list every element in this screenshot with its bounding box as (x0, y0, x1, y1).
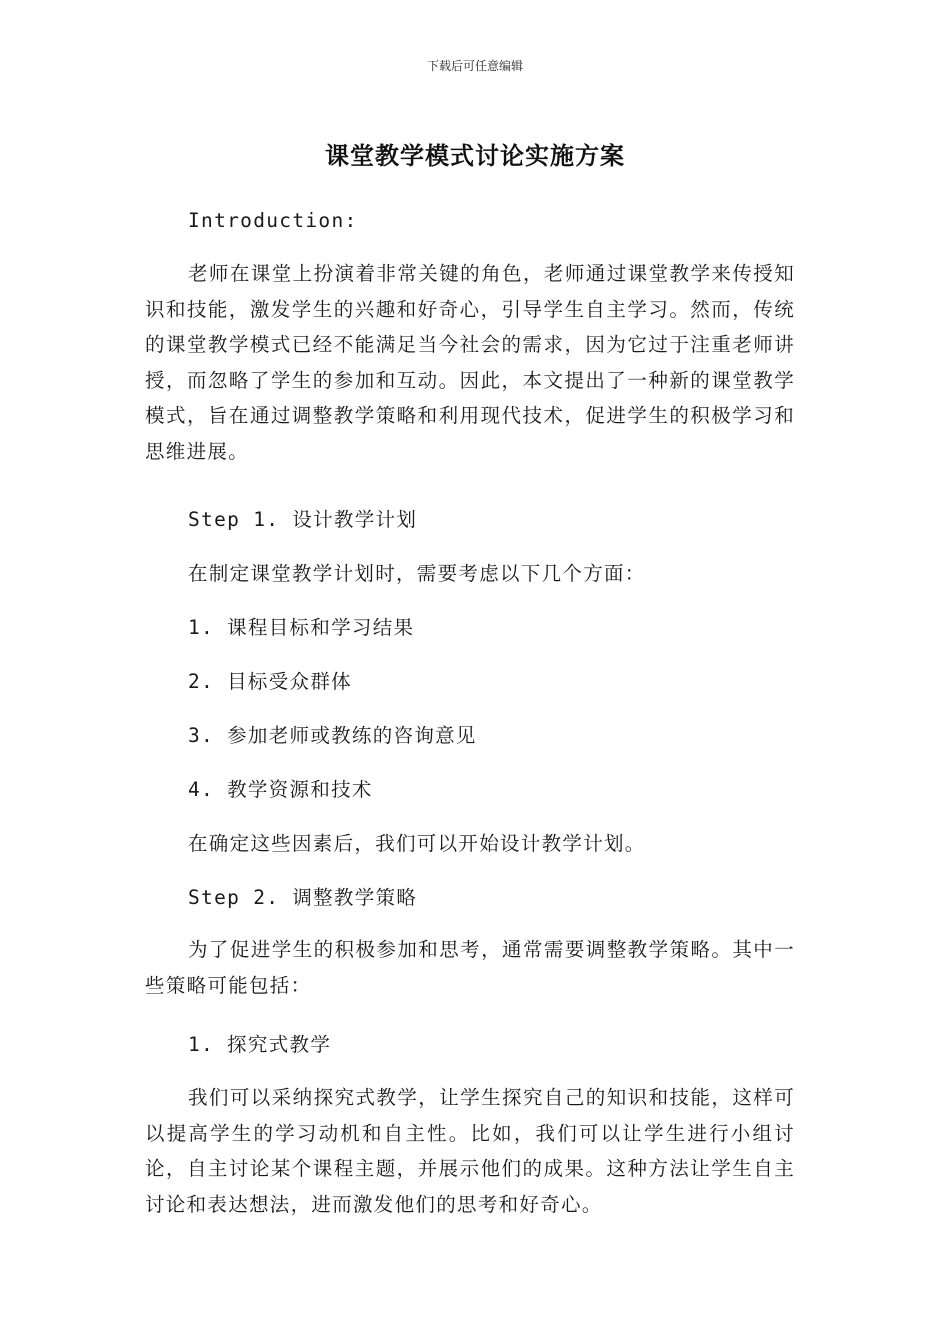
step1-conclusion-text: 在确定这些因素后，我们可以开始设计教学计划。 (188, 832, 646, 855)
intro-paragraph (145, 256, 795, 469)
list-item: 2. 目标受众群体 (188, 670, 352, 693)
list-item: 4. 教学资源和技术 (188, 778, 373, 801)
step1-intro (145, 561, 795, 587)
document-title: 课堂教学模式讨论实施方案 (325, 142, 625, 170)
header-note: 下载后可任意编辑 (426, 59, 523, 73)
step1-heading (145, 507, 795, 533)
step2-intro (145, 932, 795, 1003)
intro-paragraph-text: 老师在课堂上扮演着非常关键的角色，老师通过课堂教学来传授知识和技能，激发学生的兴趣和好奇心，引导学生自主学习。然而，传统的课堂教学模式已经不能满足当今社会的需求，因为它过于注重老师讲授，而忽略了学生的参加和互动。因此，本文提出了一种新的课堂教学模式，旨在通过调整教学策略和利用现代技术，促进学生的积极学习和思维进展。 (145, 262, 795, 463)
step2-intro-text: 为了促进学生的积极参加和思考，通常需要调整教学策略。其中一些策略可能包括： (145, 938, 795, 997)
step2-item1-paragraph-text: 我们可以采纳探究式教学，让学生探究自己的知识和技能，这样可以提高学生的学习动机和自主性。比如，我们可以让学生进行小组讨论，自主讨论某个课程主题，并展示他们的成果。这种方法让学生自主讨论和表达想法，进而激发他们的思考和好奇心。 (145, 1086, 795, 1216)
step1-conclusion (145, 831, 795, 857)
step1-list (145, 615, 795, 803)
step1-heading-text: Step 1. 设计教学计划 (188, 508, 418, 531)
step2-heading (145, 885, 795, 911)
intro-heading-text: Introduction: (188, 209, 358, 232)
step2-heading-text: Step 2. 调整教学策略 (188, 886, 418, 909)
step1-intro-text: 在制定课堂教学计划时，需要考虑以下几个方面： (188, 562, 646, 585)
step2-item1-paragraph (145, 1080, 795, 1222)
step2-item1 (145, 1032, 795, 1058)
intro-heading (145, 208, 795, 234)
list-item: 1. 课程目标和学习结果 (188, 616, 415, 639)
list-item: 3. 参加老师或教练的咨询意见 (188, 724, 477, 747)
step2-item1-text: 1. 探究式教学 (188, 1033, 332, 1056)
